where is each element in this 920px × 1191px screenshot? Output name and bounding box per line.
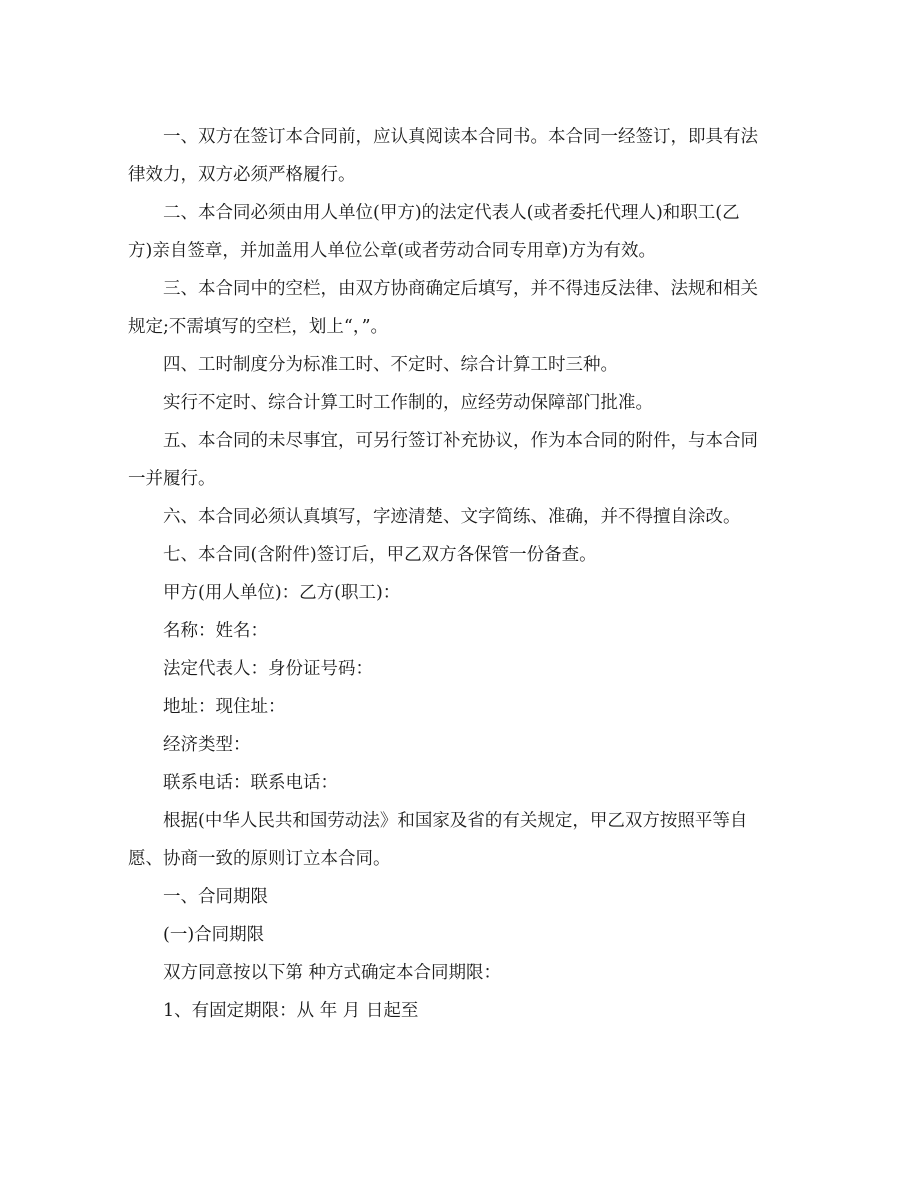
text-line: 名称：姓名： bbox=[163, 621, 268, 641]
clause-4 bbox=[128, 346, 788, 384]
text-line: 二、本合同必须由用人单位(甲方)的法定代表人(或者委托代理人)和职工(乙 bbox=[163, 203, 740, 223]
fixed-term-line bbox=[128, 992, 788, 1030]
clause-3 bbox=[128, 270, 788, 346]
text-line: 一、双方在签订本合同前，应认真阅读本合同书。本合同一经签订，即具有法 bbox=[163, 127, 758, 147]
text-line: 方)亲自签章，并加盖用人单位公章(或者劳动合同专用章)方为有效。 bbox=[128, 241, 656, 261]
representative-id-row bbox=[128, 650, 788, 688]
text-line: 五、本合同的未尽事宜，可另行签订补充协议，作为本合同的附件，与本合同 bbox=[163, 431, 758, 451]
text-line: 经济类型： bbox=[163, 735, 251, 755]
section-heading bbox=[128, 878, 788, 916]
document-body bbox=[128, 118, 788, 1030]
economic-type-row bbox=[128, 726, 788, 764]
text-line: 甲方(用人单位)：乙方(职工)： bbox=[163, 583, 401, 603]
text-line: 根据(中华人民共和国劳动法》和国家及省的有关规定，甲乙双方按照平等自 bbox=[163, 811, 748, 831]
clause-5 bbox=[128, 422, 788, 498]
text-line: 实行不定时、综合计算工时工作制的，应经劳动保障部门批准。 bbox=[163, 393, 653, 413]
text-line: 规定;不需填写的空栏，划上“，”。 bbox=[128, 317, 389, 337]
party-header bbox=[128, 574, 788, 612]
text-line: 七、本合同(含附件)签订后，甲乙双方各保管一份备查。 bbox=[163, 545, 597, 565]
text-line: 法定代表人：身份证号码： bbox=[163, 659, 373, 679]
text-line: 双方同意按以下第 种方式确定本合同期限： bbox=[163, 963, 502, 983]
term-method-line bbox=[128, 954, 788, 992]
text-line: 律效力，双方必须严格履行。 bbox=[128, 165, 356, 185]
name-field-row bbox=[128, 612, 788, 650]
clause-1 bbox=[128, 118, 788, 194]
clause-6 bbox=[128, 498, 788, 536]
text-line: 一、合同期限 bbox=[163, 887, 268, 907]
text-line: 愿、协商一致的原则订立本合同。 bbox=[128, 849, 391, 869]
text-line: 联系电话：联系电话： bbox=[163, 773, 338, 793]
clause-7 bbox=[128, 536, 788, 574]
text-line: 六、本合同必须认真填写，字迹清楚、文字简练、准确，并不得擅自涂改。 bbox=[163, 507, 741, 527]
phone-row bbox=[128, 764, 788, 802]
clause-4-note bbox=[128, 384, 788, 422]
text-line: 1、有固定期限：从 年 月 日起至 bbox=[163, 1001, 419, 1021]
subsection-heading bbox=[128, 916, 788, 954]
text-line: 三、本合同中的空栏，由双方协商确定后填写，并不得违反法律、法规和相关 bbox=[163, 279, 758, 299]
text-line: 一并履行。 bbox=[128, 469, 216, 489]
text-line: (一)合同期限 bbox=[163, 925, 265, 945]
address-row bbox=[128, 688, 788, 726]
preamble bbox=[128, 802, 788, 878]
text-line: 地址：现住址： bbox=[163, 697, 286, 717]
clause-2 bbox=[128, 194, 788, 270]
text-line: 四、工时制度分为标准工时、不定时、综合计算工时三种。 bbox=[163, 355, 618, 375]
